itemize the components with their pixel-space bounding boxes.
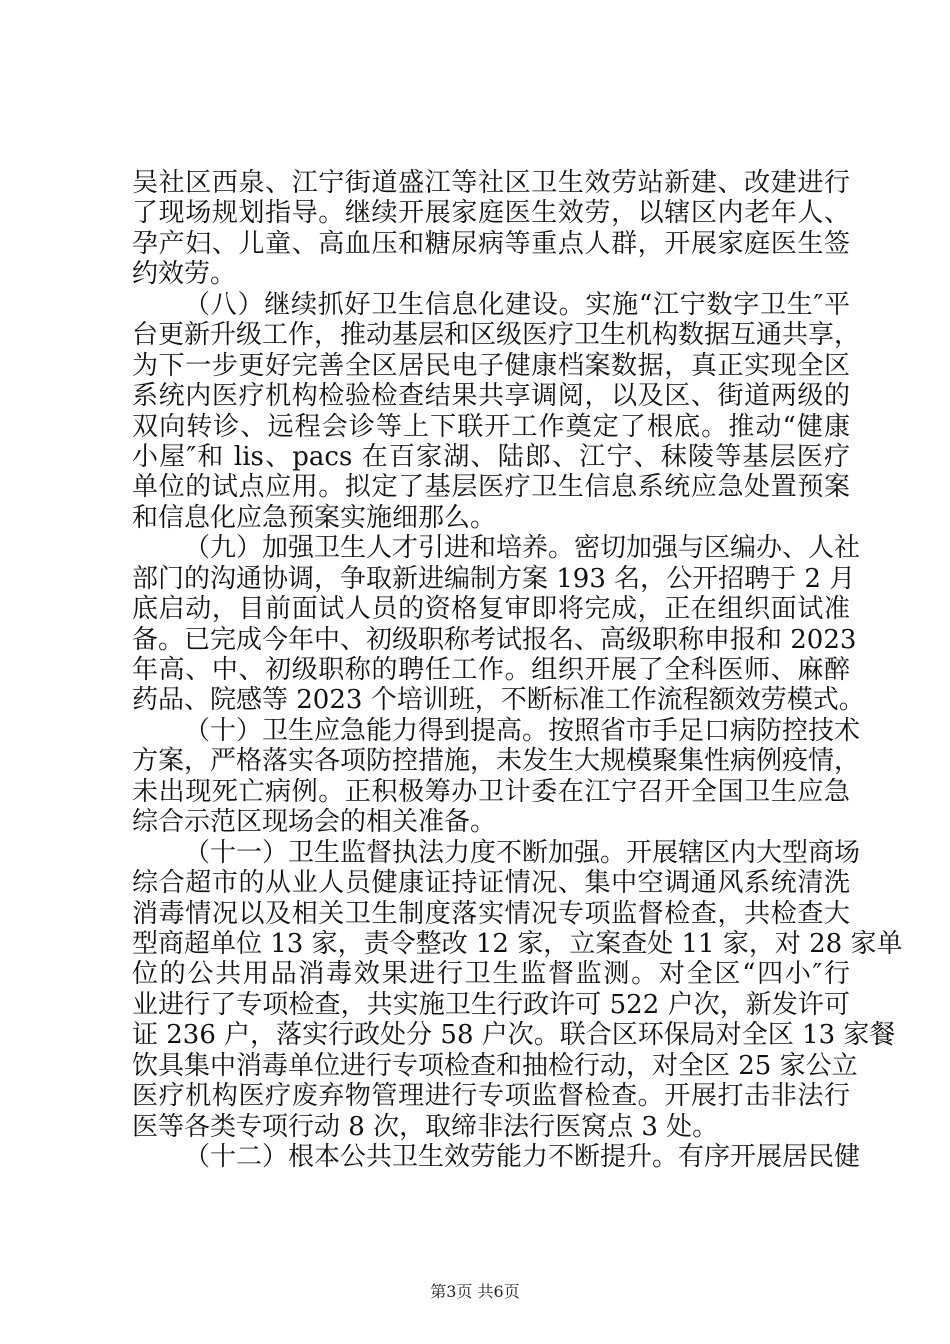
text-line: （十）卫生应急能力得到提高。按照省市手足口病防控技术 (184, 715, 861, 746)
text-line: 饮具集中消毒单位进行专项检查和抽检行动，对全区 25 家公立 (132, 1050, 858, 1081)
text-line: 孕产妇、儿童、高血压和糖尿病等重点人群，开展家庭医生签 (132, 228, 850, 259)
text-line: （九）加强卫生人才引进和培养。密切加强与区编办、人社 (184, 533, 861, 564)
text-line: 综合示范区现场会的相关准备。 (132, 807, 497, 838)
text-line: 年高、中、初级职称的聘任工作。组织开展了全科医师、麻醉 (132, 655, 850, 685)
text-line: 备。已完成今年中、初级职称考试报名、高级职称申报和 2023 (132, 624, 857, 655)
text-line: 吴社区西泉、江宁街道盛江等社区卫生效劳站新建、改建进行 (132, 168, 850, 198)
text-line: 底启动，目前面试人员的资格复审即将完成，正在组织面试准 (132, 594, 850, 625)
text-line: 了现场规划指导。继续开展家庭医生效劳，以辖区内老年人、 (132, 198, 850, 229)
paragraph (132, 289, 861, 534)
paragraph (132, 715, 861, 838)
text-line: 双向转诊、远程会诊等上下联开工作奠定了根底。推动“健康 (132, 411, 850, 442)
text-line: （十一）卫生监督执法力度不断加强。开展辖区内大型商场 (184, 837, 861, 868)
text-line: 小屋″和 lis、pacs 在百家湖、陆郎、江宁、秣陵等基层医疗 (132, 441, 850, 472)
text-line: 台更新升级工作，推动基层和区级医疗卫生机构数据互通共享， (132, 320, 861, 351)
text-line: 方案，严格落实各项防控措施，未发生大规模聚集性病例疫情， (132, 746, 861, 777)
paragraph (132, 837, 903, 1142)
text-line: （八）继续抓好卫生信息化建设。实施“江宁数字卫生″平 (184, 289, 850, 320)
text-line: 型商超单位 13 家，责令整改 12 家，立案查处 11 家，对 28 家单 (132, 928, 903, 959)
text-line: 业进行了专项检查，共实施卫生行政许可 522 户次，新发许可 (132, 989, 850, 1020)
page-footer: 第3页 共6页 (430, 1282, 520, 1301)
text-line: 综合超市的从业人员健康证持证情况、集中空调通风系统清洗 (132, 868, 850, 899)
paragraph (132, 533, 865, 716)
paragraph (132, 168, 850, 290)
text-line: 医等各类专项行动 8 次，取缔非法行医窝点 3 处。 (132, 1111, 719, 1142)
text-line: 药品、院感等 2023 个培训班，不断标准工作流程额效劳模式。 (132, 685, 865, 716)
text-line: 和信息化应急预案实施细那么。 (132, 502, 497, 533)
paragraph (132, 1142, 861, 1172)
text-line: 部门的沟通协调，争取新进编制方案 193 名，公开招聘于 2 月 (132, 563, 856, 594)
text-line: 医疗机构医疗废弃物管理进行专项监督检查。开展打击非法行 (132, 1081, 850, 1112)
text-line: 为下一步更好完善全区居民电子健康档案数据，真正实现全区 (132, 350, 850, 381)
text-line: 约效劳。 (132, 259, 237, 290)
text-line: 消毒情况以及相关卫生制度落实情况专项监督检查，共检查大 (132, 898, 850, 929)
text-line: 系统内医疗机构检验检查结果共享调阅，以及区、街道两级的 (132, 381, 850, 412)
document-body (132, 168, 903, 1172)
text-line: 位的公共用品消毒效果进行卫生监督监测。对全区“四小″行 (132, 959, 850, 990)
text-line: （十二）根本公共卫生效劳能力不断提升。有序开展居民健 (184, 1142, 861, 1172)
text-line: 证 236 户，落实行政处分 58 户次。联合区环保局对全区 13 家餐 (132, 1020, 896, 1051)
text-line: 未出现死亡病例。正积极筹办卫计委在江宁召开全国卫生应急 (132, 776, 850, 807)
text-line: 单位的试点应用。拟定了基层医疗卫生信息系统应急处置预案 (132, 472, 850, 503)
